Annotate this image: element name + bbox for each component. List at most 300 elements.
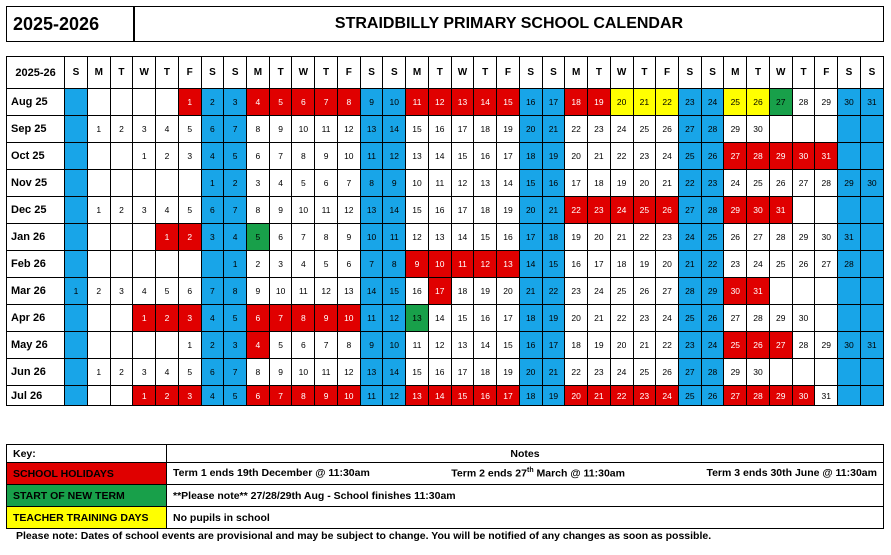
day-cell: 21 <box>610 224 633 251</box>
day-cell: 12 <box>383 386 406 406</box>
day-cell: 23 <box>588 116 611 143</box>
day-cell: 13 <box>474 170 497 197</box>
day-header: F <box>815 57 838 89</box>
day-header: F <box>337 57 360 89</box>
day-cell: 31 <box>769 197 792 224</box>
month-label: May 26 <box>7 332 65 359</box>
month-label: Mar 26 <box>7 278 65 305</box>
day-cell <box>792 278 815 305</box>
day-cell: 25 <box>633 197 656 224</box>
day-cell: 11 <box>406 332 429 359</box>
note-training: No pupils in school <box>167 507 884 529</box>
day-cell: 27 <box>724 305 747 332</box>
day-cell: 15 <box>406 116 429 143</box>
day-cell: 10 <box>292 197 315 224</box>
day-header: M <box>565 57 588 89</box>
day-cell: 17 <box>428 278 451 305</box>
day-cell: 23 <box>633 143 656 170</box>
corner-year-label: 2025-26 <box>7 57 65 89</box>
day-cell: 2 <box>156 143 179 170</box>
day-cell: 12 <box>451 170 474 197</box>
day-cell <box>156 332 179 359</box>
day-cell: 27 <box>678 197 701 224</box>
day-cell: 4 <box>201 305 224 332</box>
day-cell: 7 <box>292 224 315 251</box>
day-cell: 2 <box>247 251 270 278</box>
day-header: S <box>542 57 565 89</box>
day-cell: 15 <box>519 170 542 197</box>
day-cell: 28 <box>792 332 815 359</box>
day-cell: 9 <box>315 386 338 406</box>
month-label: Jul 26 <box>7 386 65 406</box>
day-cell: 9 <box>337 224 360 251</box>
day-cell: 1 <box>87 116 110 143</box>
day-cell: 29 <box>815 89 838 116</box>
day-cell: 1 <box>87 359 110 386</box>
day-cell: 27 <box>792 170 815 197</box>
month-label: Jun 26 <box>7 359 65 386</box>
day-cell: 4 <box>224 224 247 251</box>
day-cell: 25 <box>701 224 724 251</box>
day-cell: 10 <box>428 251 451 278</box>
day-cell: 13 <box>406 143 429 170</box>
day-cell: 16 <box>474 143 497 170</box>
day-cell: 2 <box>110 116 133 143</box>
day-cell: 19 <box>497 359 520 386</box>
day-cell <box>65 116 88 143</box>
day-cell: 8 <box>247 116 270 143</box>
day-cell: 11 <box>315 197 338 224</box>
day-header: S <box>201 57 224 89</box>
day-cell: 2 <box>110 197 133 224</box>
day-cell: 26 <box>701 143 724 170</box>
month-row <box>7 116 884 143</box>
day-cell: 31 <box>860 89 883 116</box>
day-cell: 1 <box>133 305 156 332</box>
day-cell: 20 <box>565 305 588 332</box>
day-cell: 22 <box>565 116 588 143</box>
day-header: W <box>451 57 474 89</box>
day-cell: 18 <box>588 170 611 197</box>
day-cell: 31 <box>815 386 838 406</box>
day-cell: 27 <box>724 143 747 170</box>
day-cell: 4 <box>247 89 270 116</box>
day-cell: 3 <box>133 197 156 224</box>
day-header: S <box>678 57 701 89</box>
day-cell: 14 <box>474 332 497 359</box>
day-cell: 16 <box>406 278 429 305</box>
day-header: M <box>247 57 270 89</box>
day-cell: 14 <box>428 386 451 406</box>
day-cell <box>87 386 110 406</box>
day-cell: 13 <box>360 116 383 143</box>
month-row <box>7 197 884 224</box>
day-cell <box>87 332 110 359</box>
day-cell: 8 <box>247 359 270 386</box>
day-cell: 28 <box>701 359 724 386</box>
day-cell: 25 <box>678 305 701 332</box>
day-header: S <box>65 57 88 89</box>
day-cell: 30 <box>747 359 770 386</box>
month-label: Feb 26 <box>7 251 65 278</box>
day-cell: 19 <box>497 197 520 224</box>
day-cell: 6 <box>178 278 201 305</box>
day-cell: 22 <box>656 89 679 116</box>
day-cell: 14 <box>451 224 474 251</box>
day-cell: 19 <box>610 170 633 197</box>
day-cell <box>860 386 883 406</box>
day-cell: 18 <box>542 224 565 251</box>
day-cell <box>860 278 883 305</box>
day-cell <box>792 116 815 143</box>
day-cell: 25 <box>678 386 701 406</box>
day-cell: 18 <box>610 251 633 278</box>
day-cell: 19 <box>542 143 565 170</box>
day-cell: 8 <box>315 224 338 251</box>
day-cell: 31 <box>815 143 838 170</box>
day-cell <box>860 251 883 278</box>
day-cell: 27 <box>815 251 838 278</box>
day-cell: 19 <box>542 386 565 406</box>
day-cell <box>65 251 88 278</box>
day-cell: 20 <box>519 116 542 143</box>
day-cell: 13 <box>497 251 520 278</box>
day-cell: 23 <box>633 305 656 332</box>
day-cell: 27 <box>769 89 792 116</box>
day-cell: 21 <box>656 170 679 197</box>
day-cell: 13 <box>360 197 383 224</box>
day-cell: 5 <box>224 386 247 406</box>
day-cell: 20 <box>497 278 520 305</box>
day-cell: 27 <box>724 386 747 406</box>
day-cell: 1 <box>178 332 201 359</box>
day-cell: 22 <box>701 251 724 278</box>
day-cell: 8 <box>292 386 315 406</box>
day-cell <box>815 197 838 224</box>
day-cell: 5 <box>292 170 315 197</box>
day-cell: 12 <box>337 197 360 224</box>
day-cell <box>110 386 133 406</box>
day-cell: 16 <box>519 89 542 116</box>
day-cell: 29 <box>838 170 861 197</box>
day-cell: 30 <box>792 143 815 170</box>
day-cell <box>838 143 861 170</box>
day-cell: 9 <box>360 332 383 359</box>
day-cell <box>860 359 883 386</box>
calendar-table <box>6 56 884 406</box>
day-cell: 5 <box>269 89 292 116</box>
day-cell: 4 <box>269 170 292 197</box>
day-cell: 3 <box>133 359 156 386</box>
day-cell: 11 <box>292 278 315 305</box>
day-cell: 21 <box>542 359 565 386</box>
day-cell: 26 <box>656 197 679 224</box>
day-cell: 14 <box>360 278 383 305</box>
day-cell: 5 <box>315 251 338 278</box>
day-cell <box>87 224 110 251</box>
day-cell: 10 <box>292 116 315 143</box>
day-cell <box>133 170 156 197</box>
day-cell: 13 <box>360 359 383 386</box>
day-cell: 3 <box>269 251 292 278</box>
day-header: S <box>860 57 883 89</box>
day-cell: 5 <box>224 305 247 332</box>
day-cell: 31 <box>747 278 770 305</box>
day-cell <box>110 224 133 251</box>
day-cell: 19 <box>474 278 497 305</box>
day-cell: 7 <box>269 305 292 332</box>
day-cell: 23 <box>678 89 701 116</box>
day-cell: 2 <box>87 278 110 305</box>
day-cell: 31 <box>860 332 883 359</box>
day-cell: 20 <box>565 143 588 170</box>
day-cell: 25 <box>724 89 747 116</box>
day-cell: 13 <box>451 89 474 116</box>
day-cell: 25 <box>724 332 747 359</box>
day-cell: 30 <box>815 224 838 251</box>
day-cell: 29 <box>701 278 724 305</box>
day-cell <box>110 89 133 116</box>
day-cell <box>87 251 110 278</box>
day-cell: 1 <box>133 386 156 406</box>
day-cell: 6 <box>292 89 315 116</box>
day-cell <box>178 170 201 197</box>
day-cell: 27 <box>678 116 701 143</box>
month-row <box>7 89 884 116</box>
day-cell <box>65 224 88 251</box>
day-cell: 15 <box>451 305 474 332</box>
day-cell: 10 <box>337 386 360 406</box>
day-cell <box>110 251 133 278</box>
day-cell: 8 <box>337 89 360 116</box>
day-cell: 6 <box>247 386 270 406</box>
day-header: W <box>133 57 156 89</box>
day-cell: 28 <box>701 116 724 143</box>
day-cell: 12 <box>337 116 360 143</box>
note-term1: Term 1 ends 19th December @ 11:30am <box>173 467 370 480</box>
day-cell: 18 <box>519 305 542 332</box>
day-cell: 1 <box>65 278 88 305</box>
day-cell: 17 <box>565 170 588 197</box>
day-cell: 29 <box>769 143 792 170</box>
day-cell: 19 <box>588 89 611 116</box>
day-cell: 20 <box>610 332 633 359</box>
day-cell: 25 <box>769 251 792 278</box>
month-row <box>7 332 884 359</box>
day-cell: 24 <box>610 116 633 143</box>
calendar-year-title: 2025-2026 <box>6 6 134 42</box>
day-cell: 19 <box>565 224 588 251</box>
day-cell: 21 <box>588 386 611 406</box>
day-header: T <box>588 57 611 89</box>
day-cell: 10 <box>383 89 406 116</box>
day-cell: 14 <box>497 170 520 197</box>
day-cell: 3 <box>178 305 201 332</box>
day-cell: 13 <box>406 386 429 406</box>
day-cell: 21 <box>542 116 565 143</box>
day-cell: 30 <box>747 116 770 143</box>
day-cell: 6 <box>201 197 224 224</box>
day-cell: 22 <box>633 224 656 251</box>
notes-label: Notes <box>167 445 884 463</box>
day-cell: 5 <box>178 359 201 386</box>
day-cell <box>65 359 88 386</box>
day-cell <box>87 89 110 116</box>
day-cell: 28 <box>838 251 861 278</box>
month-row <box>7 170 884 197</box>
day-cell: 7 <box>360 251 383 278</box>
day-cell: 14 <box>383 116 406 143</box>
day-cell: 25 <box>633 359 656 386</box>
month-row <box>7 224 884 251</box>
day-cell <box>860 143 883 170</box>
calendar-title: STRAIDBILLY PRIMARY SCHOOL CALENDAR <box>134 6 884 42</box>
day-cell: 18 <box>474 197 497 224</box>
day-cell: 17 <box>497 143 520 170</box>
day-cell: 1 <box>156 224 179 251</box>
day-cell: 24 <box>701 89 724 116</box>
month-row <box>7 143 884 170</box>
day-cell: 13 <box>451 332 474 359</box>
day-cell: 5 <box>156 278 179 305</box>
day-cell: 2 <box>156 386 179 406</box>
day-cell: 12 <box>474 251 497 278</box>
day-cell: 8 <box>292 143 315 170</box>
footnote: Please note: Dates of school events are provisional and may be subject to change. You will be notified of any changes as soon as possible. <box>16 530 712 542</box>
day-cell: 27 <box>678 359 701 386</box>
day-cell: 16 <box>497 224 520 251</box>
day-cell: 24 <box>610 359 633 386</box>
day-cell: 4 <box>292 251 315 278</box>
day-cell: 24 <box>701 332 724 359</box>
day-cell: 16 <box>428 359 451 386</box>
day-cell: 23 <box>701 170 724 197</box>
day-cell: 1 <box>87 197 110 224</box>
day-cell: 29 <box>724 359 747 386</box>
day-cell: 2 <box>110 359 133 386</box>
month-label: Apr 26 <box>7 305 65 332</box>
day-cell <box>792 197 815 224</box>
day-cell: 18 <box>565 332 588 359</box>
day-cell: 2 <box>178 224 201 251</box>
day-cell: 12 <box>337 359 360 386</box>
day-cell: 18 <box>451 278 474 305</box>
day-cell: 8 <box>224 278 247 305</box>
day-cell: 20 <box>519 359 542 386</box>
day-cell: 20 <box>565 386 588 406</box>
day-cell: 1 <box>201 170 224 197</box>
day-cell: 6 <box>247 143 270 170</box>
day-cell: 25 <box>678 143 701 170</box>
day-cell: 24 <box>747 251 770 278</box>
day-cell: 6 <box>337 251 360 278</box>
day-cell <box>133 332 156 359</box>
day-cell: 29 <box>769 305 792 332</box>
day-cell: 16 <box>474 386 497 406</box>
day-cell: 28 <box>747 305 770 332</box>
day-cell: 6 <box>201 116 224 143</box>
day-cell: 5 <box>224 143 247 170</box>
day-cell: 8 <box>383 251 406 278</box>
day-cell: 4 <box>156 116 179 143</box>
day-cell: 18 <box>565 89 588 116</box>
day-cell <box>838 116 861 143</box>
day-cell: 8 <box>292 305 315 332</box>
key-start-new-term: START OF NEW TERM <box>7 485 167 507</box>
day-cell: 3 <box>178 386 201 406</box>
day-cell: 18 <box>474 116 497 143</box>
month-label: Sep 25 <box>7 116 65 143</box>
day-cell: 21 <box>588 143 611 170</box>
day-cell: 15 <box>497 332 520 359</box>
day-cell: 30 <box>792 305 815 332</box>
day-cell: 7 <box>201 278 224 305</box>
day-cell: 4 <box>156 359 179 386</box>
day-cell: 26 <box>656 359 679 386</box>
day-cell: 7 <box>315 332 338 359</box>
day-cell: 4 <box>133 278 156 305</box>
day-cell: 27 <box>656 278 679 305</box>
day-cell <box>838 278 861 305</box>
day-cell: 6 <box>315 170 338 197</box>
month-row <box>7 386 884 406</box>
day-header: T <box>792 57 815 89</box>
day-cell: 26 <box>724 224 747 251</box>
day-cell: 3 <box>178 143 201 170</box>
day-cell: 30 <box>838 89 861 116</box>
day-cell: 26 <box>633 278 656 305</box>
day-cell: 14 <box>519 251 542 278</box>
day-cell: 9 <box>269 359 292 386</box>
day-cell: 27 <box>747 224 770 251</box>
month-label: Nov 25 <box>7 170 65 197</box>
day-cell <box>860 305 883 332</box>
day-cell: 16 <box>428 197 451 224</box>
day-cell: 24 <box>588 278 611 305</box>
day-cell: 8 <box>360 170 383 197</box>
day-cell <box>838 305 861 332</box>
day-cell: 17 <box>497 386 520 406</box>
day-cell: 5 <box>178 116 201 143</box>
day-cell <box>133 89 156 116</box>
day-header: T <box>747 57 770 89</box>
day-cell: 28 <box>701 197 724 224</box>
day-cell <box>87 143 110 170</box>
day-header: T <box>315 57 338 89</box>
day-cell: 9 <box>406 251 429 278</box>
day-cell <box>156 251 179 278</box>
day-cell: 30 <box>860 170 883 197</box>
key-notes-table <box>6 444 884 529</box>
day-cell: 9 <box>383 170 406 197</box>
day-cell: 17 <box>451 116 474 143</box>
day-cell: 1 <box>133 143 156 170</box>
day-header: W <box>292 57 315 89</box>
day-cell: 12 <box>428 89 451 116</box>
day-cell <box>815 278 838 305</box>
day-cell <box>65 332 88 359</box>
day-cell: 10 <box>337 305 360 332</box>
day-cell: 28 <box>815 170 838 197</box>
day-cell: 26 <box>769 170 792 197</box>
day-cell: 9 <box>269 197 292 224</box>
day-cell: 13 <box>428 224 451 251</box>
day-cell: 13 <box>406 305 429 332</box>
day-cell: 23 <box>588 197 611 224</box>
day-cell <box>792 359 815 386</box>
day-cell: 10 <box>292 359 315 386</box>
day-cell: 8 <box>337 332 360 359</box>
